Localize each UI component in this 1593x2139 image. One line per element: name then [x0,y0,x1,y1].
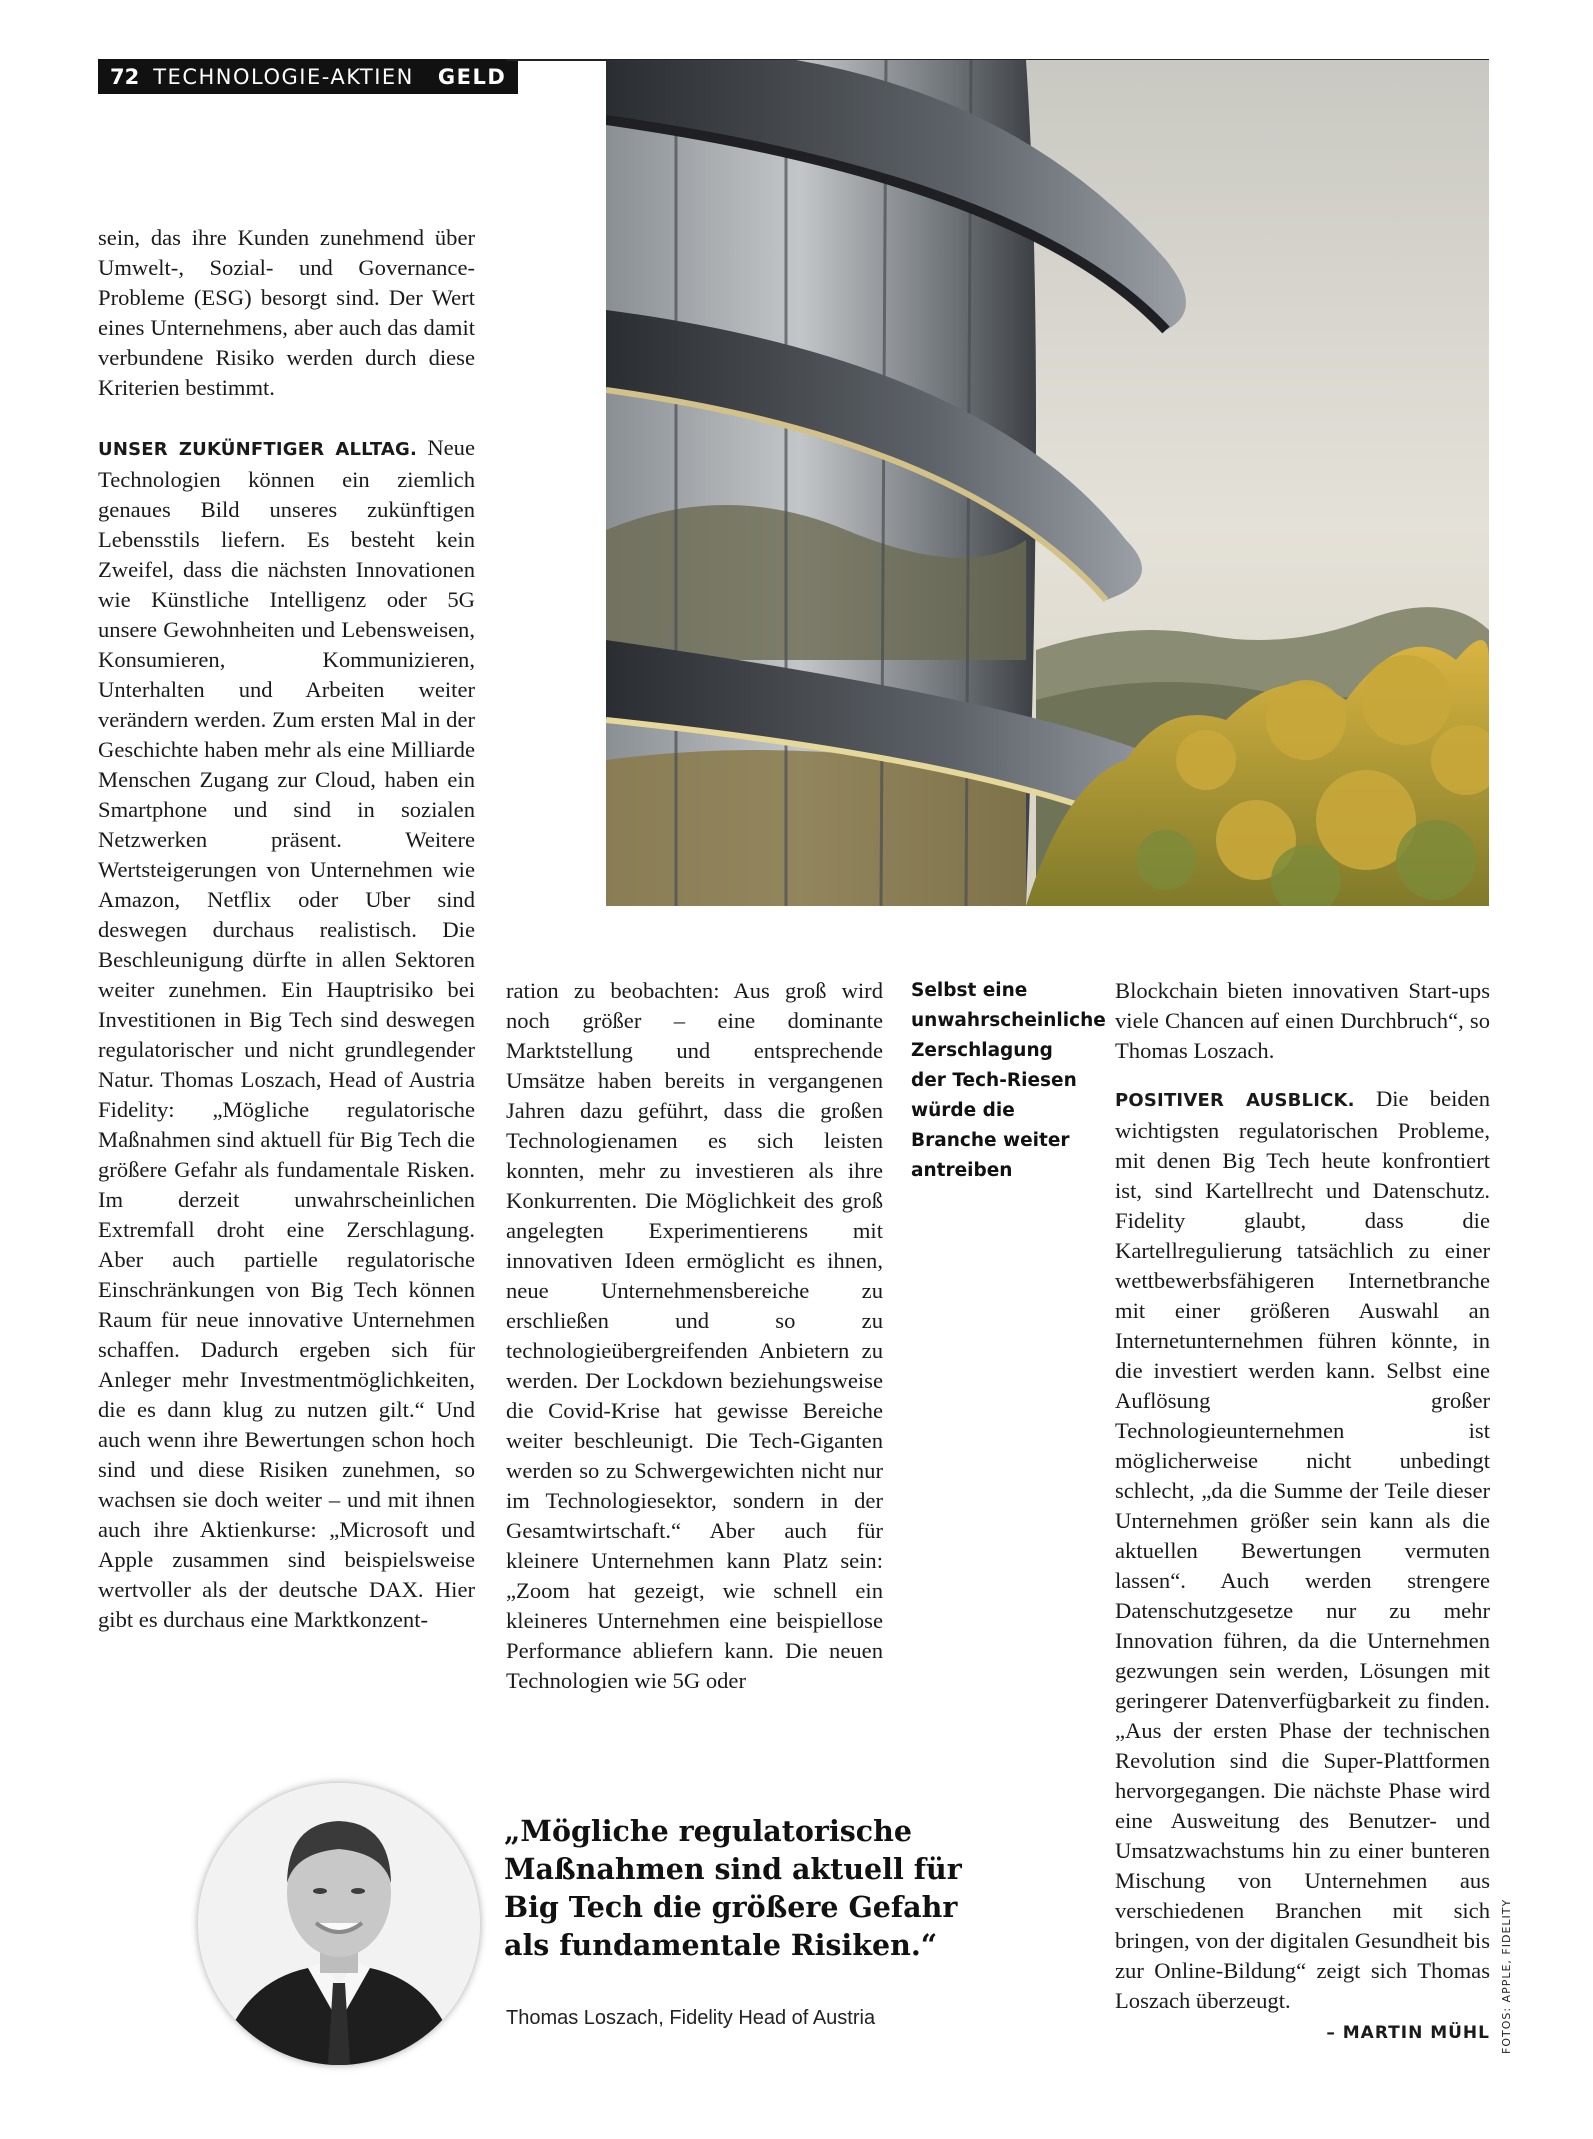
section-title: TECHNOLOGIE-AKTIEN [153,64,414,89]
column1-paragraph-2-text: Neue Technologien können ein ziemlich genaues Bild unseres zukünftigen Lebensstils liefern. Es besteht kein Zweifel, dass die nächsten Innovationen wie Künstliche Intelligenz oder 5G unsere Gewohnheiten und Lebensweisen, Konsumieren, Kommunizieren, Unterhalten und Arbeiten weiter verändern werden. Zum ersten Mal in der Geschichte haben mehr als eine Milliarde Menschen Zugang zur Cloud, haben ein Smartphone und sind in sozialen Netzwerken präsent. Weitere Wertsteigerungen von Unternehmen wie Amazon, Netflix oder Uber sind deswegen durchaus realistisch. Die Beschleunigung dürfte in allen Sektoren weiter zunehmen. Ein Hauptrisiko bei Investitionen in Big Tech sind deswegen regulatorischer und nicht grundlegender Natur. Thomas Loszach, Head of Austria Fidelity: „Mögliche regulatorische Maßnahmen sind aktuell für Big Tech die größere Gefahr als fundamentale Risken. Im derzeit unwahrscheinlichen Extremfall droht eine Zerschlagung. Aber auch partielle regulatorische Einschränkungen von Big Tech können Raum für neue innovative Unternehmen schaffen. Dadurch ergeben sich für Anleger mehr Investmentmöglichkeiten, die es dann klug zu nutzen gilt.“ Und auch wenn ihre Bewertungen schon hoch sind und diese Risiken zunehmen, so wachsen sie doch weiter – und mit ihnen auch ihre Aktienkurse: „Microsoft und Apple zusammen sind beispielsweise wertvoller als der deutsche DAX. Hier gibt es durchaus eine Marktkonzent- [98,435,475,1632]
column1-paragraph-1: sein, das ihre Kunden zunehmend über Umwelt-, Sozial- und Governance-Probleme (ESG) besorgt sind. Der Wert eines Unternehmens, aber auch das damit verbundene Risiko werden durch diese Kriterien bestimmt. [98,225,475,400]
photo-credit: FOTOS: APPLE, FIDELITY [1500,1898,1513,2054]
pull-quote: „Mögliche regulatorische Maßnahmen sind aktuell für Big Tech die größere Gefahr als fundamentale Risiken.“ [504,1814,962,1962]
article-column-2 [506,976,883,1696]
page-header [98,59,518,94]
paragraph-gap [98,403,475,433]
apple-park-building-photo [606,60,1489,906]
page-number: 72 [110,64,140,89]
subhead-positiver-ausblick: POSITIVER AUSBLICK. [1115,1090,1355,1111]
article-column-1 [98,223,475,1635]
column1-paragraph-2 [98,433,475,1635]
column4-paragraph-1: Blockchain bieten innovativen Start-ups viele Chancen auf einen Durchbruch“, so Thomas Loszach. [1115,978,1490,1063]
magazine-section: GELD [437,64,507,89]
paragraph-gap [1115,1066,1490,1084]
column4-paragraph-2-text: Die beiden wichtigsten regulatorischen Probleme, mit denen Big Tech heute konfrontiert ist, sind Kartellrecht und Datenschutz. Fidelity glaubt, dass die Kartellregulierung tatsächlich zu einer wettbewerbsfähigeren Internetbranche mit einer größeren Auswahl an Internetunternehmen führen könnte, in die investiert werden kann. Selbst eine Auflösung großer Technologieunternehmen ist möglicherweise nicht unbedingt schlecht, „da die Summe der Teile dieser Unternehmen größer sein kann als die aktuellen Bewertungen vermuten lassen“. Auch werden strengere Datenschutzgesetze nur zu mehr Innovation führen, da die Unternehmen gezwungen sein werden, Lösungen mit geringerer Datenverfügbarkeit zu finden. „Aus der ersten Phase der technischen Revolution sind die Super-Plattformen hervorgegangen. Die nächste Phase wird eine Ausweitung des Benutzer- und Umsatzwachstums hin zu einer bunteren Mischung von Unternehmen aus verschiedenen Branchen mit sich bringen, von der digitalen Gesundheit bis zur Online-Bildung“ zeigt sich Thomas Loszach überzeugt. [1115,1086,1491,2013]
column2-text: ration zu beobachten: Aus groß wird noch größer – eine dominante Marktstellung und entsprechende Umsätze haben bereits in vergangenen Jahren dazu geführt, dass die großen Technologienamen es sich leisten konnten, mehr zu investieren als ihre Konkurrenten. Die Möglichkeit des groß angelegten Experimentierens mit innovativen Ideen ermöglicht es ihnen, neue Unternehmensbereiche zu erschließen und so zu technologieübergreifenden Anbietern zu werden. Der Lockdown beziehungsweise die Covid-Krise hat gewisse Bereiche weiter beschleunigt. Die Tech-Giganten werden so zu Schwergewichten nicht nur im Technologiesektor, sondern in der Gesamtwirtschaft.“ Aber auch für kleinere Unternehmen kann Platz sein: „Zoom hat gezeigt, wie schnell ein kleineres Unternehmen eine beispiellose Performance abliefern kann. Die neuen Technologien wie 5G oder [506,978,883,1693]
pull-quote-attribution: Thomas Loszach, Fidelity Head of Austria [506,2007,876,2029]
column4-paragraph-2 [1115,1084,1490,2016]
author-byline: – MARTIN MÜHL [1326,2023,1490,2043]
photo-caption: Selbst eine unwahrscheinliche Zerschlagung der Tech-Riesen würde die Branche weiter antreiben [911,980,1106,1181]
portrait-photo [198,1783,480,2065]
subhead-unser-zukuenftiger-alltag: UNSER ZUKÜNFTIGER ALLTAG. [98,439,418,460]
article-column-4 [1115,976,1490,2048]
